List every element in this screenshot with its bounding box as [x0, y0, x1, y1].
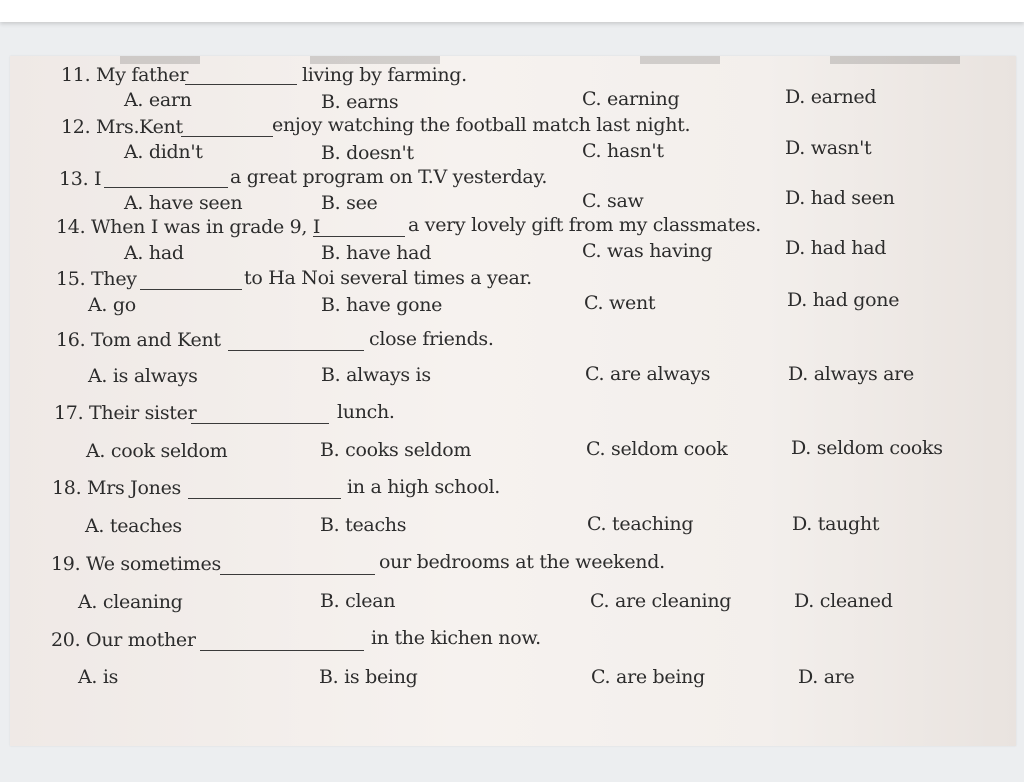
- question-18-blank: [188, 498, 341, 499]
- question-15-text: to Ha Noi several times a year.: [244, 267, 532, 289]
- question-11-blank: [185, 84, 297, 85]
- option-18-d: D. taught: [792, 513, 880, 535]
- option-20-c: C. are being: [591, 666, 705, 688]
- option-19-a: A. cleaning: [78, 591, 183, 613]
- option-16-c: C. are always: [585, 363, 711, 385]
- worksheet-photo: [10, 56, 1016, 746]
- question-19-blank: [220, 574, 375, 575]
- question-12-blank: [181, 136, 273, 137]
- question-15-blank: [140, 289, 242, 290]
- option-12-d: D. wasn't: [785, 137, 872, 159]
- option-11-a: A. earn: [124, 89, 192, 111]
- option-14-d: D. had had: [785, 237, 887, 259]
- option-15-a: A. go: [88, 294, 136, 316]
- option-17-b: B. cooks seldom: [320, 439, 472, 461]
- option-15-c: C. went: [584, 292, 656, 314]
- question-14-text: a very lovely gift from my classmates.: [408, 214, 762, 236]
- option-19-b: B. clean: [320, 590, 396, 612]
- option-13-c: C. saw: [582, 190, 644, 212]
- option-16-b: B. always is: [321, 364, 431, 386]
- option-11-c: C. earning: [582, 88, 680, 110]
- question-17-stem: 17. Their sister: [54, 402, 197, 424]
- question-20-text: in the kichen now.: [371, 627, 541, 649]
- option-12-a: A. didn't: [124, 141, 203, 163]
- question-16-blank: [228, 350, 364, 351]
- question-14-blank: [313, 236, 405, 237]
- option-20-d: D. are: [798, 666, 855, 688]
- option-17-a: A. cook seldom: [86, 440, 228, 462]
- question-19-stem: 19. We sometimes: [51, 553, 221, 575]
- question-17-blank: [191, 423, 329, 424]
- option-14-c: C. was having: [582, 240, 713, 262]
- option-19-c: C. are cleaning: [590, 590, 732, 612]
- question-13-text: a great program on T.V yesterday.: [230, 166, 548, 188]
- option-14-a: A. had: [124, 242, 184, 264]
- option-11-b: B. earns: [321, 91, 399, 113]
- option-11-d: D. earned: [785, 86, 877, 108]
- option-19-d: D. cleaned: [794, 590, 893, 612]
- option-18-c: C. teaching: [587, 513, 694, 535]
- question-11-stem: 11. My father: [61, 64, 189, 86]
- question-12-text: enjoy watching the football match last night.: [272, 114, 691, 136]
- question-19-text: our bedrooms at the weekend.: [379, 551, 665, 573]
- option-18-b: B. teachs: [320, 514, 407, 536]
- option-17-c: C. seldom cook: [586, 438, 728, 460]
- option-12-b: B. doesn't: [321, 142, 414, 164]
- option-16-a: A. is always: [88, 365, 198, 387]
- question-12-stem: 12. Mrs.Kent: [61, 116, 183, 138]
- option-16-d: D. always are: [788, 363, 914, 385]
- question-17-text: lunch.: [337, 401, 395, 423]
- option-12-c: C. hasn't: [582, 140, 664, 162]
- question-18-text: in a high school.: [347, 476, 500, 498]
- question-15-stem: 15. They: [56, 268, 137, 290]
- question-18-stem: 18. Mrs Jones: [52, 477, 181, 499]
- option-20-a: A. is: [78, 666, 119, 688]
- question-16-text: close friends.: [369, 328, 494, 350]
- question-11-text: living by farming.: [302, 64, 467, 86]
- option-13-a: A. have seen: [124, 192, 243, 214]
- option-13-b: B. see: [321, 192, 378, 214]
- option-15-d: D. had gone: [787, 289, 900, 311]
- option-18-a: A. teaches: [85, 515, 182, 537]
- cut-off-previous-line: [10, 56, 1016, 64]
- question-13-blank: [104, 187, 228, 188]
- option-20-b: B. is being: [319, 666, 418, 688]
- option-13-d: D. had seen: [785, 187, 895, 209]
- question-16-stem: 16. Tom and Kent: [56, 329, 221, 351]
- option-14-b: B. have had: [321, 242, 432, 264]
- question-13-stem: 13. I: [59, 168, 102, 190]
- option-17-d: D. seldom cooks: [791, 437, 943, 459]
- question-20-stem: 20. Our mother: [51, 629, 196, 651]
- top-bar: [0, 0, 1024, 22]
- option-15-b: B. have gone: [321, 294, 443, 316]
- question-20-blank: [200, 650, 364, 651]
- question-14-stem: 14. When I was in grade 9, I: [56, 216, 321, 238]
